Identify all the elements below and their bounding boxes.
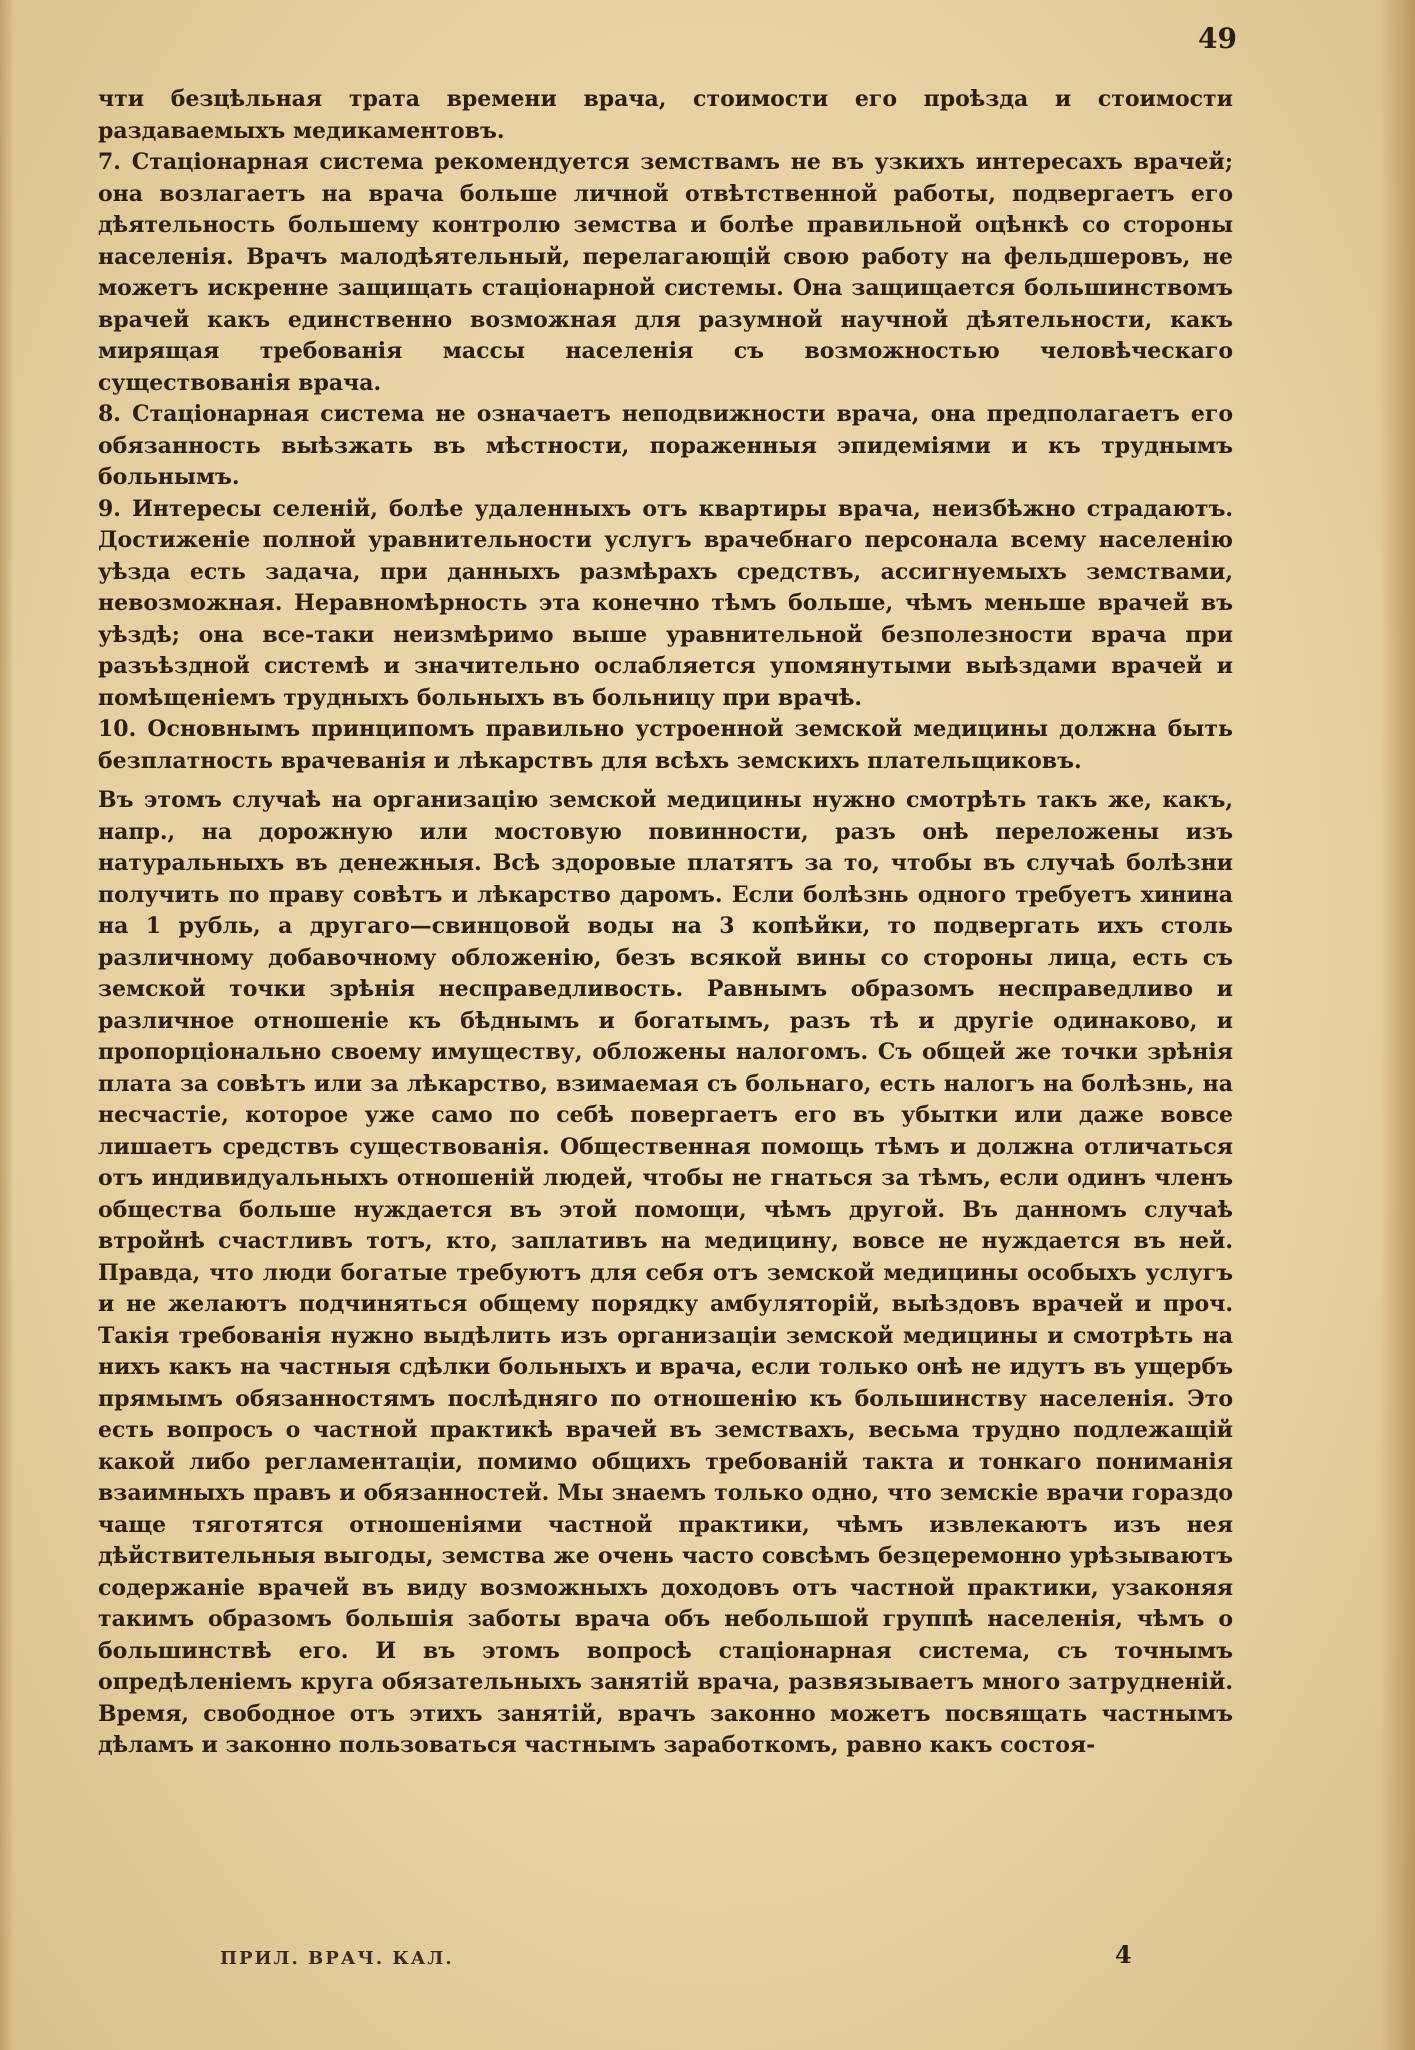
paragraph-commentary: Въ этомъ случаѣ на организацію земской медицины нужно смотрѣть такъ же, какъ, напр., на дорожную или мостовую повинности, разъ онѣ переложены изъ натуральныхъ въ денежныя. Всѣ здоровые платятъ за то, чтобы въ случаѣ болѣзни получить по праву совѣтъ и лѣкарство даромъ. Если болѣзнь одного требуетъ хинина на 1 рубль, а другаго—свинцовой воды на 3 копѣйки, то подвергать ихъ столь различному добавочному обложенію, безъ всякой вины со стороны лица, есть съ земской точки зрѣнія несправедливость. Равнымъ образомъ несправедливо и различное отношеніе къ бѣднымъ и богатымъ, разъ тѣ и другіе одинаково, и пропорціонально своему имуществу, обложены налогомъ. Съ общей же точки зрѣнія плата за совѣтъ или за лѣкарство, взимаемая съ больнаго, есть налогъ на болѣзнь, на несчастіе, которое уже само по себѣ повергаетъ его въ убытки или даже вовсе лишаетъ средствъ существованія. Общественная помощь тѣмъ и должна отличаться отъ индивидуальныхъ отношеній людей, чтобы не гнаться за тѣмъ, если одинъ членъ общества больше нуждается въ этой помощи, чѣмъ другой. Въ данномъ случаѣ втройнѣ счастливъ тотъ, кто, заплативъ на медицину, вовсе не нуждается въ ней. Правда, что люди богатые требуютъ для себя отъ земской медицины особыхъ услугъ и не желаютъ подчиняться общему порядку амбуляторій, выѣздовъ врачей и проч. Такія требованія нужно выдѣлить изъ организаціи земской медицины и смотрѣть на нихъ какъ на частныя сдѣлки больныхъ и врача, если только онѣ не идутъ въ ущербъ прямымъ обязанностямъ послѣдняго по отношенію къ большинству населенія. Это есть вопросъ о частной практикѣ врачей въ земствахъ, весьма трудно подлежащій какой либо регламентаціи, помимо общихъ требованій такта и тонкаго пониманія взаимныхъ правъ и обязанностей. Мы знаемъ только одно, что земскіе врачи гораздо чаще тяготятся отношеніями частной практики, чѣмъ извлекаютъ изъ нея дѣйствительныя выгоды, земства же очень часто совсѣмъ безцеремонно урѣзываютъ содержаніе врачей въ виду возможныхъ доходовъ отъ частной практики, узаконяя такимъ образомъ большія заботы врача объ небольшой группѣ населенія, чѣмъ о большинствѣ его. И въ этомъ вопросѣ стаціонарная система, съ точнымъ опредѣленіемъ круга обязательныхъ занятій врача, развязываетъ много затрудненій. Время, свободное отъ этихъ занятій, врачъ законно можетъ посвящать частнымъ дѣламъ и законно пользоваться частнымъ заработкомъ, равно какъ состоя- bbox=[98, 787, 1233, 1758]
paragraph-continuation: чти безцѣльная трата времени врача, стоимости его проѣзда и стоимости раздаваемыхъ медикаментовъ. bbox=[98, 86, 1233, 144]
paragraph-item-7: 7. Стаціонарная система рекомендуется земствамъ не въ узкихъ интересахъ врачей; она возлагаетъ на врача больше личной отвѣтственной работы, подвергаетъ его дѣятельность большему контролю земства и болѣе правильной оцѣнкѣ со стороны населенія. Врачъ малодѣятельный, перелагающій свою работу на фельдшеровъ, не можетъ искренне защищать стаціонарной системы. Она защищается большинствомъ врачей какъ единственно возможная для разумной научной дѣятельности, какъ мирящая требованія массы населенія съ возможностью человѣческаго существованія врача. bbox=[98, 149, 1233, 396]
paragraph-item-9: 9. Интересы селеній, болѣе удаленныхъ отъ квартиры врача, неизбѣжно страдаютъ. Достиженіе полной уравнительности услугъ врачебнаго персонала всему населенію уѣзда есть задача, при данныхъ размѣрахъ средствъ, ассигнуемыхъ земствами, невозможная. Неравномѣрность эта конечно тѣмъ больше, чѣмъ меньше врачей въ уѣздѣ; она все-таки неизмѣримо выше уравнительной безполезности врача при разъѣздной системѣ и значительно ослабляется упомянутыми выѣздами врачей и помѣщеніемъ трудныхъ больныхъ въ больницу при врачѣ. bbox=[98, 495, 1233, 711]
page-edge-shadow-left bbox=[0, 0, 14, 2050]
page-number: 49 bbox=[1198, 22, 1237, 55]
footer-sheet-number: 4 bbox=[1115, 1940, 1132, 1969]
body-text bbox=[98, 84, 1233, 1762]
page-edge-shadow-right bbox=[1379, 0, 1415, 2050]
paragraph-item-8: 8. Стаціонарная система не означаетъ неподвижности врача, она предполагаетъ его обязанность выѣзжать въ мѣстности, пораженныя эпидеміями и къ труднымъ больнымъ. bbox=[98, 401, 1233, 490]
paragraph-item-10: 10. Основнымъ принципомъ правильно устроенной земской медицины должна быть безплатность врачеванія и лѣкарствъ для всѣхъ земскихъ плательщиковъ. bbox=[98, 716, 1233, 774]
footer-signature: ПРИЛ. ВРАЧ. КАЛ. bbox=[220, 1948, 454, 1969]
